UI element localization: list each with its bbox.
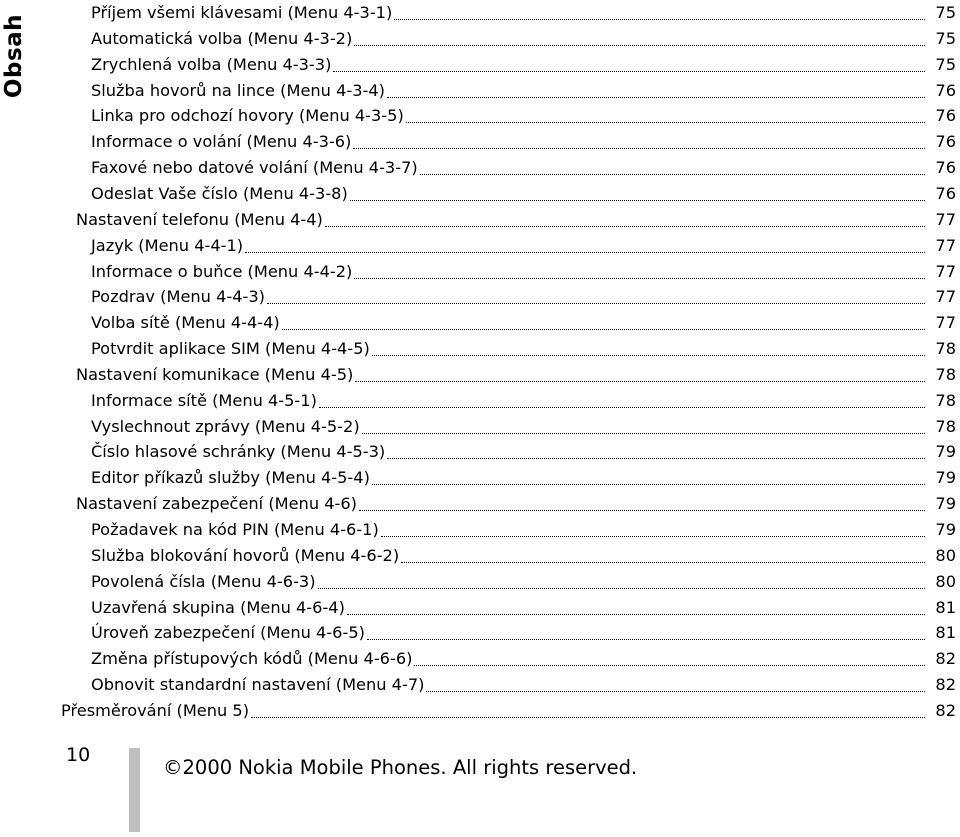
footer-divider-bar [129, 748, 140, 832]
toc-entry[interactable] [91, 259, 956, 285]
toc-dot-leader [387, 458, 925, 459]
toc-entry-page: 76 [935, 106, 956, 126]
toc-entry[interactable] [76, 207, 956, 233]
toc-dot-leader [347, 614, 925, 615]
toc-entry[interactable] [91, 517, 956, 543]
toc-entry-title: Pozdrav (Menu 4-4-3) [91, 287, 265, 307]
toc-entry-page: 79 [935, 520, 956, 539]
toc-entry-title: Informace o volání (Menu 4-3-6) [91, 132, 352, 152]
toc-entry[interactable] [91, 388, 956, 414]
toc-dot-leader [350, 200, 925, 201]
toc-entry[interactable] [91, 569, 956, 595]
section-tab-label: Obsah [1, 13, 27, 99]
toc-entry[interactable] [91, 414, 956, 440]
toc-entry-page: 77 [935, 287, 956, 307]
toc-dot-leader [426, 691, 925, 692]
toc-entry-page: 77 [935, 209, 956, 229]
toc-entry-title: Zrychlená volba (Menu 4-3-3) [91, 54, 332, 74]
toc-entry[interactable] [91, 336, 956, 362]
toc-dot-leader [353, 148, 925, 149]
toc-entry-title: Faxové nebo datové volání (Menu 4-3-7) [91, 158, 418, 178]
toc-entry[interactable] [91, 155, 956, 181]
toc-entry[interactable] [91, 543, 956, 569]
toc-entry-title: Obnovit standardní nastavení (Menu 4-7) [91, 675, 425, 695]
toc-entry-title: Služba blokování hovorů (Menu 4-6-2) [91, 545, 400, 565]
toc-dot-leader [354, 278, 925, 279]
toc-entry-title: Informace sítě (Menu 4-5-1) [91, 390, 317, 410]
toc-dot-leader [372, 355, 925, 356]
toc-entry-page: 78 [935, 364, 956, 384]
toc-entry[interactable] [91, 672, 956, 698]
toc-entry-title: Nastavení telefonu (Menu 4-4) [76, 209, 323, 229]
toc-entry[interactable] [91, 310, 956, 336]
toc-dot-leader [318, 588, 925, 589]
toc-entry-page: 82 [935, 700, 956, 720]
toc-entry-page: 82 [935, 649, 956, 669]
toc-entry[interactable] [91, 233, 956, 259]
toc-entry-title: Editor příkazů služby (Menu 4-5-4) [91, 468, 370, 488]
toc-entry-page: 81 [935, 623, 956, 643]
section-tab [0, 0, 28, 118]
page-number: 10 [66, 744, 91, 766]
toc-entry-page: 78 [935, 339, 956, 359]
toc-entry[interactable] [76, 491, 956, 517]
toc-entry-title: Vyslechnout zprávy (Menu 4-5-2) [91, 416, 360, 436]
toc-dot-leader [381, 536, 925, 537]
toc-entry-title: Nastavení zabezpečení (Menu 4-6) [76, 494, 357, 514]
toc-entry-page: 75 [935, 28, 956, 48]
toc-entry-title: Úroveň zabezpečení (Menu 4-6-5) [91, 623, 365, 643]
toc-dot-leader [367, 639, 925, 640]
toc-entry-title: Volba sítě (Menu 4-4-4) [91, 313, 280, 333]
toc-entry-title: Služba hovorů na lince (Menu 4-3-4) [91, 80, 385, 100]
toc-entry-title: Automatická volba (Menu 4-3-2) [91, 28, 353, 48]
toc-entry-title: Povolená čísla (Menu 4-6-3) [91, 571, 316, 591]
toc-entry-page: 77 [935, 261, 956, 281]
toc-entry-title: Uzavřená skupina (Menu 4-6-4) [91, 597, 345, 617]
toc-dot-leader [394, 19, 925, 20]
toc-entry-page: 78 [935, 416, 956, 436]
toc-entry-page: 76 [935, 132, 956, 152]
toc-entry-page: 76 [935, 80, 956, 100]
toc-dot-leader [333, 71, 925, 72]
toc-dot-leader [354, 45, 925, 46]
toc-entry[interactable] [91, 284, 956, 310]
toc-entry[interactable] [76, 362, 956, 388]
toc-entry-page: 75 [935, 54, 956, 74]
toc-entry[interactable] [91, 52, 956, 78]
toc-entry-title: Číslo hlasové schránky (Menu 4-5-3) [91, 442, 386, 462]
toc-entry-page: 81 [935, 597, 956, 617]
toc-entry[interactable] [91, 103, 956, 129]
copyright-notice: ©2000 Nokia Mobile Phones. All rights reserved. [163, 756, 638, 779]
toc-entry[interactable] [91, 129, 956, 155]
toc-dot-leader [406, 122, 925, 123]
toc-entry-page: 77 [935, 235, 956, 255]
toc-entry-page: 76 [935, 183, 956, 203]
toc-dot-leader [319, 407, 925, 408]
toc-entry-page: 75 [935, 3, 956, 22]
toc-entry[interactable] [91, 595, 956, 621]
toc-dot-leader [420, 174, 925, 175]
toc-entry-title: Přesměrování (Menu 5) [61, 700, 250, 720]
toc-entry-title: Potvrdit aplikace SIM (Menu 4-4-5) [91, 339, 370, 359]
toc-entry-title: Příjem všemi klávesami (Menu 4-3-1) [91, 3, 393, 22]
toc-entry-title: Nastavení komunikace (Menu 4-5) [76, 364, 354, 384]
toc-entry-title: Odeslat Vaše číslo (Menu 4-3-8) [91, 183, 348, 203]
toc-entry-page: 79 [935, 442, 956, 462]
toc-entry-page: 79 [935, 468, 956, 488]
toc-dot-leader [245, 252, 925, 253]
toc-entry-page: 79 [935, 494, 956, 514]
toc-entry[interactable] [61, 698, 956, 724]
toc-dot-leader [282, 329, 925, 330]
toc-entry[interactable] [91, 0, 956, 26]
toc-entry-page: 82 [935, 675, 956, 695]
toc-dot-leader [387, 97, 925, 98]
toc-entry[interactable] [91, 181, 956, 207]
toc-entry[interactable] [91, 78, 956, 104]
toc-dot-leader [355, 381, 925, 382]
toc-entry-page: 77 [935, 313, 956, 333]
toc-dot-leader [401, 562, 925, 563]
toc-entry[interactable] [91, 439, 956, 465]
toc-dot-leader [372, 484, 925, 485]
toc-entry-page: 80 [935, 545, 956, 565]
toc-dot-leader [359, 510, 925, 511]
toc-dot-leader [325, 226, 925, 227]
toc-entry[interactable] [91, 465, 956, 491]
toc-entry-title: Změna přístupových kódů (Menu 4-6-6) [91, 649, 413, 669]
toc-entry-page: 76 [935, 158, 956, 178]
toc-dot-leader [267, 303, 925, 304]
toc-dot-leader [362, 433, 925, 434]
toc-entry-page: 78 [935, 390, 956, 410]
toc-entry-title: Jazyk (Menu 4-4-1) [91, 235, 244, 255]
toc-entry[interactable] [91, 620, 956, 646]
toc-entry-title: Informace o buňce (Menu 4-4-2) [91, 261, 353, 281]
toc-entry-title: Linka pro odchozí hovory (Menu 4-3-5) [91, 106, 404, 126]
toc-dot-leader [251, 717, 925, 718]
toc-entry-title: Požadavek na kód PIN (Menu 4-6-1) [91, 520, 379, 539]
toc-entry-page: 80 [935, 571, 956, 591]
toc-entry[interactable] [91, 26, 956, 52]
toc-dot-leader [414, 665, 925, 666]
toc-entry[interactable] [91, 646, 956, 672]
